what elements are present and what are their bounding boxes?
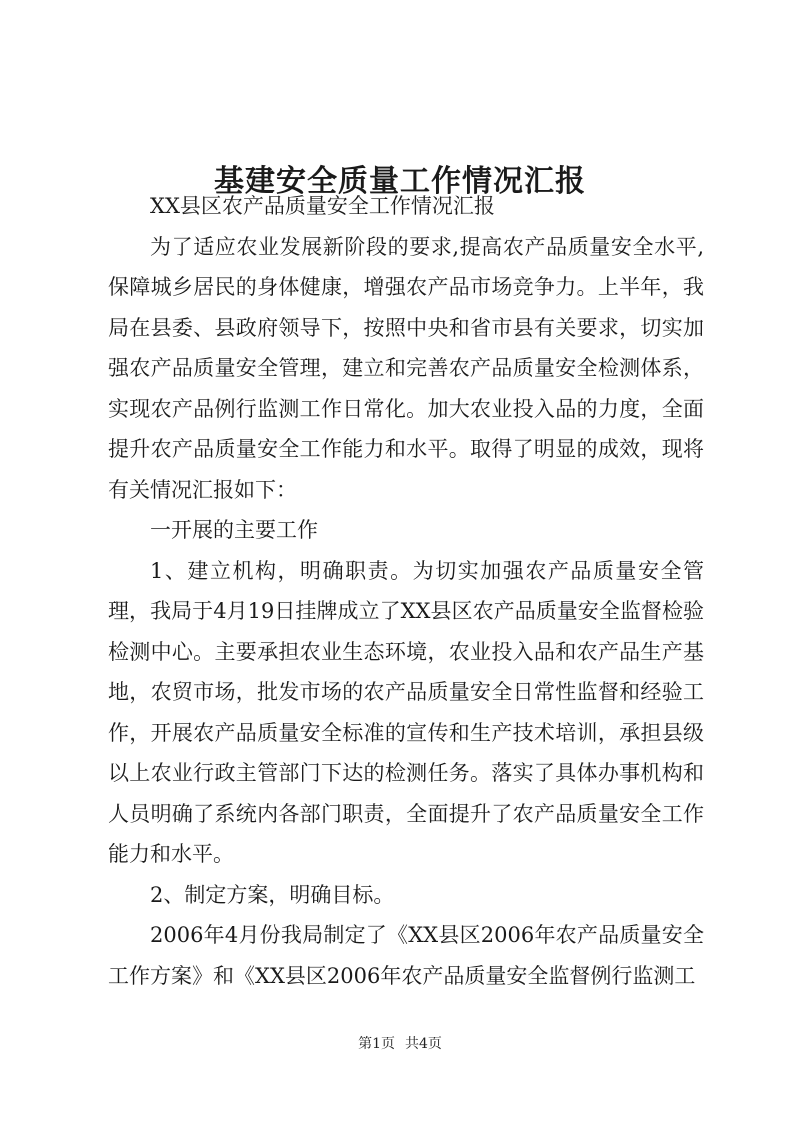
document-title: 基建安全质量工作情况汇报 bbox=[214, 164, 586, 200]
paragraph-item-2-heading: 2、制定方案，明确目标。 bbox=[150, 882, 395, 907]
document-body bbox=[108, 186, 704, 996]
page-footer bbox=[0, 1034, 800, 1054]
paragraph-section-heading: 一开展的主要工作 bbox=[150, 518, 318, 542]
page-total: 共4页 bbox=[405, 1036, 442, 1052]
paragraph-subtitle: XX县区农产品质量安全工作情况汇报 bbox=[150, 194, 495, 218]
page-number: 第1页 bbox=[358, 1036, 395, 1052]
paragraph-item-1: 1、建立机构，明确职责。为切实加强农产品质量安全管理，我局于4月19日挂牌成立了XX县区农产品质量安全监督检验检测中心。主要承担农业生态环境，农业投入品和农产品生产基地，农贸市场，批发市场的农产品质量安全日常性监督和经验工作，开展农产品质量安全标准的宣传和生产技术培训，承担县级以上农业行政主管部门下达的检测任务。落实了具体办事机构和人员明确了系统内各部门职责，全面提升了农产品质量安全工作能力和水平。 bbox=[108, 558, 704, 866]
paragraph-item-2-body: 2006年4月份我局制定了《XX县区2006年农产品质量安全工作方案》和《XX县区2006年农产品质量安全监督例行监测工 bbox=[108, 923, 704, 988]
paragraph-intro: 为了适应农业发展新阶段的要求,提高农产品质量安全水平,保障城乡居民的身体健康，增强农产品市场竞争力。上半年，我局在县委、县政府领导下，按照中央和省市县有关要求，切实加强农产品质量安全管理，建立和完善农产品质量安全检测体系，实现农产品例行监测工作日常化。加大农业投入品的力度，全面提升农产品质量安全工作能力和水平。取得了明显的成效，现将有关情况汇报如下： bbox=[108, 234, 704, 502]
